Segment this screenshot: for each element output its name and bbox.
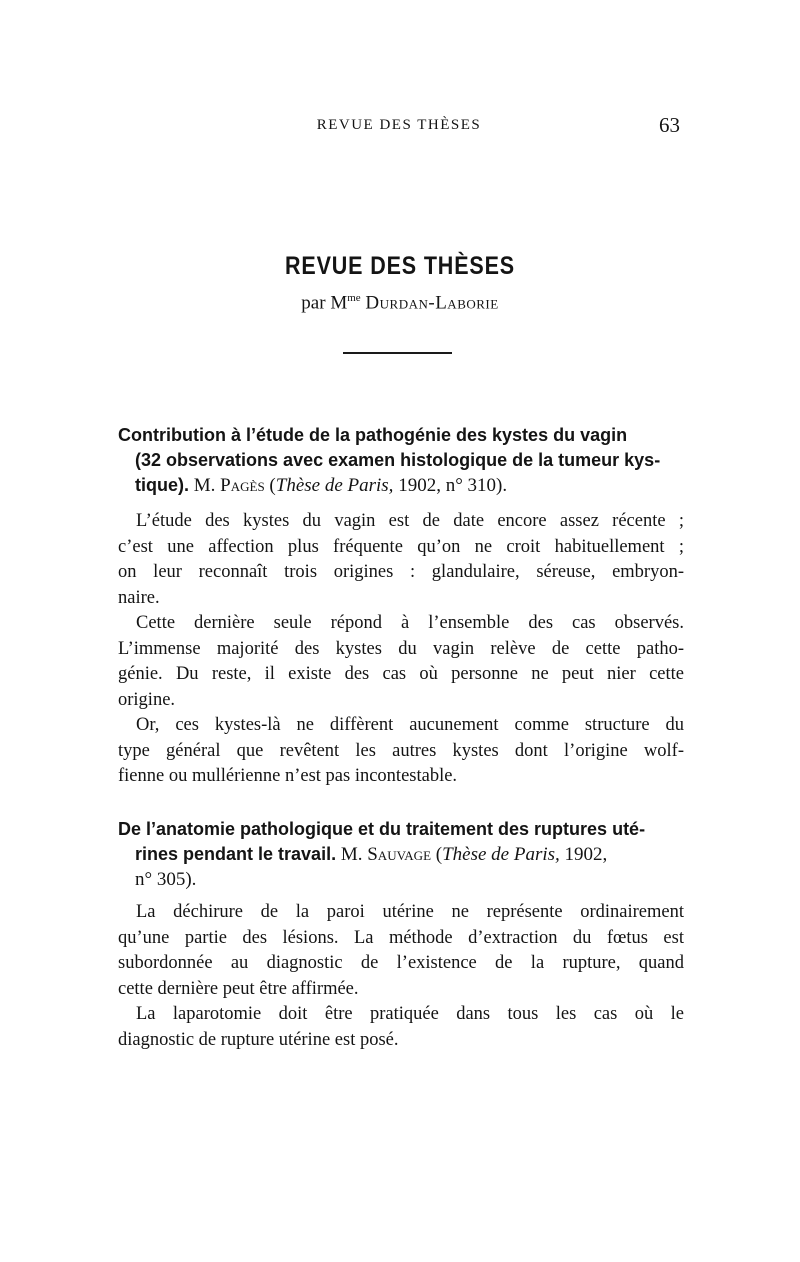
entry-title-text: De l’anatomie pathologique et du traitement des ruptures uté- [118,819,646,839]
paragraph-line: fienne ou mullérienne n’est pas incontestable. [118,766,458,786]
entry-author-prefix: M. [189,475,221,496]
entry-ref: n° 305). [135,869,197,890]
entry-title-text: (32 observations avec examen histologique de la tumeur kys- [135,450,661,470]
entry-thesis: Thèse de Paris, [442,844,560,865]
paragraph-line: génie. Du reste, il existe des cas où personne ne peut nier cette [118,664,684,684]
paragraph-line: diagnostic de rupture utérine est posé. [118,1029,399,1050]
byline-prefix: par [301,292,326,314]
entry-author: Sauvage [367,844,432,865]
paragraph-line: naire. [118,587,160,608]
entry-title-text: rines pendant le travail. [135,844,337,864]
entry-author-prefix: M. [336,844,368,865]
page-title: REVUE DES THÈSES [284,252,515,280]
entry-title-text: tique). [135,475,189,495]
entry-ref: 1902, [559,844,608,865]
paragraph-line: La déchirure de la paroi utérine ne représente ordinairement [136,902,684,922]
entry-title-text: Contribution à l’étude de la pathogénie des kystes du vagin [118,425,628,445]
entry-ref-open: ( [264,475,276,496]
paragraph [118,900,684,1002]
paragraph-line: subordonnée au diagnostic de l’existence de la rupture, quand [118,953,684,973]
running-title: REVUE DES THÈSES [316,117,482,133]
entry-ref: 1902, n° 310). [393,475,508,496]
paragraph-line: Or, ces kystes-là ne diffèrent aucunement comme structure du [136,715,684,735]
entry-title-line [118,867,684,892]
byline-honorific-sup: me [347,292,361,304]
entry-title [118,423,684,498]
paragraph-line: L’étude des kystes du vagin est de date encore assez récente ; [136,511,684,531]
byline-honorific: M [330,292,348,314]
entry-title-line [118,423,684,448]
paragraph [118,509,684,611]
entry-author: Pagès [220,475,265,496]
paragraph-line: La laparotomie doit être pratiquée dans tous les cas où le [136,1004,684,1024]
paragraph [118,611,684,713]
entry-title-line [118,817,684,842]
paragraph-line: Cette dernière seule répond à l’ensemble des cas observés. [136,613,684,633]
entry-title-line [118,842,684,867]
entry-title-line [118,473,684,498]
byline-name: Durdan-Laborie [365,292,499,314]
paragraph [118,1002,684,1053]
paragraph-line: type général que revêtent les autres kystes dont l’origine wolf- [118,740,684,761]
entry-title-line [118,448,684,473]
entry-ref-open: ( [431,844,443,865]
paragraph-line: L’immense majorité des kystes du vagin relève de cette patho- [118,638,684,659]
entry-title [118,817,684,892]
paragraph-line: qu’une partie des lésions. La méthode d’extraction du fœtus est [118,927,684,948]
title-divider [343,352,452,354]
running-head [118,113,680,143]
paragraph-line: on leur reconnaît trois origines : glandulaire, séreuse, embryon- [118,562,684,582]
entry-thesis: Thèse de Paris, [275,475,394,496]
paragraph-line: origine. [118,689,176,710]
author-byline [0,292,800,314]
paragraph-line: cette dernière peut être affirmée. [118,978,359,999]
paragraph-line: c’est une affection plus fréquente qu’on ne croit habituellement ; [118,536,684,557]
page-number: 63 [659,113,680,137]
paragraph [118,713,684,790]
